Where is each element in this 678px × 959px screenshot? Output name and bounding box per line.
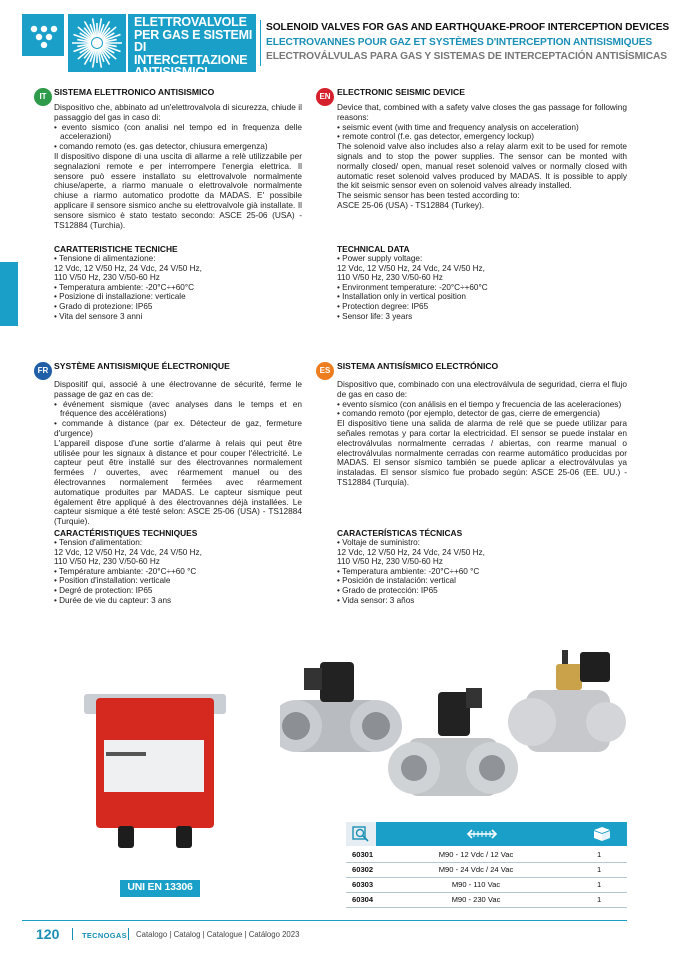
- tech-title-fr: CARACTÉRISTIQUES TECHNIQUES: [54, 528, 198, 538]
- footer-separator: [128, 928, 129, 940]
- seismic-burst-icon: [70, 16, 124, 70]
- section-title-it: SISTEMA ELETTRONICO ANTISISMICO: [54, 87, 215, 97]
- package-icon: [592, 826, 612, 842]
- lang-badge-fr: FR: [34, 362, 52, 380]
- seismic-sensor-label-bar: [106, 752, 146, 756]
- footer-brand: TECNOGAS: [82, 931, 127, 940]
- row-model: M90 - 24 Vdc / 24 Vac: [438, 865, 514, 874]
- section-body-it: Dispositivo che, abbinato ad un'elettrovalvola di sicurezza, chiude il passaggio del gas in caso di: • evento sismico (con analisi nel tempo ed in frequenza delle accelerazioni) • comando remoto (es. gas detector, chiusura emergenza) Il dispositivo dispone di una uscita di allarme a relè utilizzabile per segnalazioni remote e per interrompere l'energia elettrica. Il sensore può essere installato su elettrovalvole normalmente chiuse/aperte, a riarmo manuale o elettrovalvole normalmente chiuse a riarmo automatico prodotte da MADAS. E' possibile applicare il sensore sismico anche su elettrovalvole già installate. Il sensore sismico è stato testato secondo: ASCE 25-06 (USA) - TS12884 (Turchia).: [54, 102, 302, 230]
- row-code: 60303: [352, 880, 374, 889]
- row-model: M90 - 12 Vdc / 12 Vac: [438, 850, 514, 859]
- table-row-divider: [346, 907, 627, 908]
- section-body-es: Dispositivo que, combinado con una electroválvula de seguridad, cierra el flujo de gas en caso de: • evento sísmico (con análisis en el tiempo y frecuencia de las aceleraciones) • comando remoto (por ejemplo, detector de gas, cierre de emergencia) El dispositivo tiene una salida de alarma de relé que se puede utilizar para señales remotas y para cortar la electricidad. El sensor se puede instalar en electroválvulas normalmente cerradas / abiertas, con rearme manual o electroválvulas normalmente cerradas con rearme automático producidas por MADAS. El sensor sísmico también se puede aplicar a electroválvulas ya instaladas. El sensor sísmico fue probado según: ASCE 25-06 (EE. UU.) - TS12884 (Turquía).: [337, 379, 627, 487]
- cable-gland-left: [118, 826, 134, 848]
- tech-title-it: CARATTERISTICHE TECNICHE: [54, 244, 178, 254]
- row-qty: 1: [597, 865, 602, 874]
- section-body-en: Device that, combined with a safety valve closes the gas passage for following reasons: • seismic event (with time and frequency analysis on acceleration) • remote control (f.e. gas detector, emergency lockup) The solenoid valve also includes also a relay alarm exit to be used for remote signals and to stop the power supplies. The sensor can be monted with normally closed/ open, manual reset solenoid valves or normally closed with automatic reset solenoid valves produced by MADAS. It is possible to apply the kit seismic sensor even on solenoid valves already installed. The seismic sensor has been tested according to: ASCE 25-06 (USA) - TS12884 (Turkey).: [337, 102, 627, 210]
- footer-separator: [72, 928, 73, 940]
- section-title-en: ELECTRONIC SEISMIC DEVICE: [337, 87, 465, 97]
- table-row-divider: [346, 877, 627, 878]
- seismic-sensor-label: [104, 740, 204, 792]
- header-title-en: SOLENOID VALVES FOR GAS AND EARTHQUAKE-PROOF INTERCEPTION DEVICES: [266, 22, 670, 33]
- row-code: 60304: [352, 895, 374, 904]
- tech-list-fr: • Tension d'alimentation: 12 Vdc, 12 V/50 Hz, 24 Vdc, 24 V/50 Hz, 110 V/50 Hz, 230 V/50-60 Hz • Température ambiante: -20°C÷+60 °C • Position d'installation: verticale • Degré de protection: IP65 • Durée de vie du capteur: 3 ans: [54, 538, 202, 605]
- solenoid-valves-image: [280, 650, 628, 820]
- row-qty: 1: [597, 895, 602, 904]
- header-title-it: ELETTROVALVOLE PER GAS E SISTEMI DI INTERCETTAZIONE ANTISISMICI: [134, 15, 253, 79]
- header-title-fr: ELECTROVANNES POUR GAZ ET SYSTÈMES D'INTERCEPTION ANTISISMIQUES: [266, 37, 653, 48]
- cable-gland-right: [176, 826, 192, 848]
- tech-title-es: CARACTERÍSTICAS TÉCNICAS: [337, 528, 463, 538]
- dimension-icon: [466, 828, 498, 840]
- row-model: M90 - 230 Vac: [451, 895, 501, 904]
- row-qty: 1: [597, 880, 602, 889]
- section-title-fr: SYSTÈME ANTISISMIQUE ÉLECTRONIQUE: [54, 361, 230, 371]
- row-model: M90 - 110 Vac: [451, 880, 501, 889]
- section-body-fr: Dispositif qui, associé à une électrovanne de sécurité, ferme le passage de gaz en cas de: • événement sismique (avec analyses dans le temps et en fréquence des accélérations) • commande à distance (par ex. Détecteur de gaz, fermeture d'urgence) L'appareil dispose d'une sortie d'alarme à relais qui peut être utilisée pour les signaux à distance et pour couper l'électricité. Le capteur peut être installé sur des électrovannes normalement fermées / ouvertes, avec réarmement manuel ou des électrovannes normalement fermées avec réarmement automatique produites par MADAS. Le capteur sismique peut également être appliqué à des électrovannes déjà installées. Le capteur sismique a été testé selon: ASCE 25-06 (USA) - TS12884 (Turquie).: [54, 379, 302, 527]
- table-row-divider: [346, 862, 627, 863]
- magnifier-icon: [352, 826, 370, 842]
- tech-list-es: • Voltaje de suministro: 12 Vdc, 12 V/50 Hz, 24 Vdc, 24 V/50 Hz, 110 V/50 Hz, 230 V/50-60 Hz • Temperatura ambiente: -20°C÷+60 °C • Posición de instalación: vertical • Grado de protección: IP65 • Vida sensor: 3 años: [337, 538, 485, 605]
- certification-text: UNI EN 13306: [127, 881, 193, 893]
- lang-badge-en: EN: [316, 88, 334, 106]
- header-divider: [260, 20, 261, 66]
- row-code: 60301: [352, 850, 374, 859]
- side-tab-marker: [0, 262, 18, 326]
- lang-badge-es: ES: [316, 362, 334, 380]
- section-title-es: SISTEMA ANTISÍSMICO ELECTRÓNICO: [337, 361, 499, 371]
- brand-logo-icon: [30, 24, 58, 48]
- row-code: 60302: [352, 865, 374, 874]
- footer-rule: [22, 920, 627, 921]
- page-number: 120: [36, 926, 60, 942]
- table-row-divider: [346, 892, 627, 893]
- lang-badge-it: IT: [34, 88, 52, 106]
- tech-title-en: TECHNICAL DATA: [337, 244, 410, 254]
- footer-catalog: Catalogo | Catalog | Catalogue | Catálogo 2023: [136, 930, 300, 939]
- tech-list-en: • Power supply voltage: 12 Vdc, 12 V/50 Hz, 24 Vdc, 24 V/50 Hz, 110 V/50 Hz, 230 V/50-60 Hz • Environment temperature: -20°C÷+60°C • Installation only in vertical position • Protection degree: IP65 • Sensor life: 3 years: [337, 254, 488, 321]
- tech-list-it: • Tensione di alimentazione: 12 Vdc, 12 V/50 Hz, 24 Vdc, 24 V/50 Hz, 110 V/50 Hz, 230 V/50-60 Hz • Temperatura ambiente: -20°C÷+60°C • Posizione di installazione: verticale • Grado di protezione: IP65 • Vita del sensore 3 anni: [54, 254, 202, 321]
- header-title-es: ELECTROVÁLVULAS PARA GAS Y SISTEMAS DE INTERCEPTACIÓN ANTISÍSMICAS: [266, 51, 667, 62]
- row-qty: 1: [597, 850, 602, 859]
